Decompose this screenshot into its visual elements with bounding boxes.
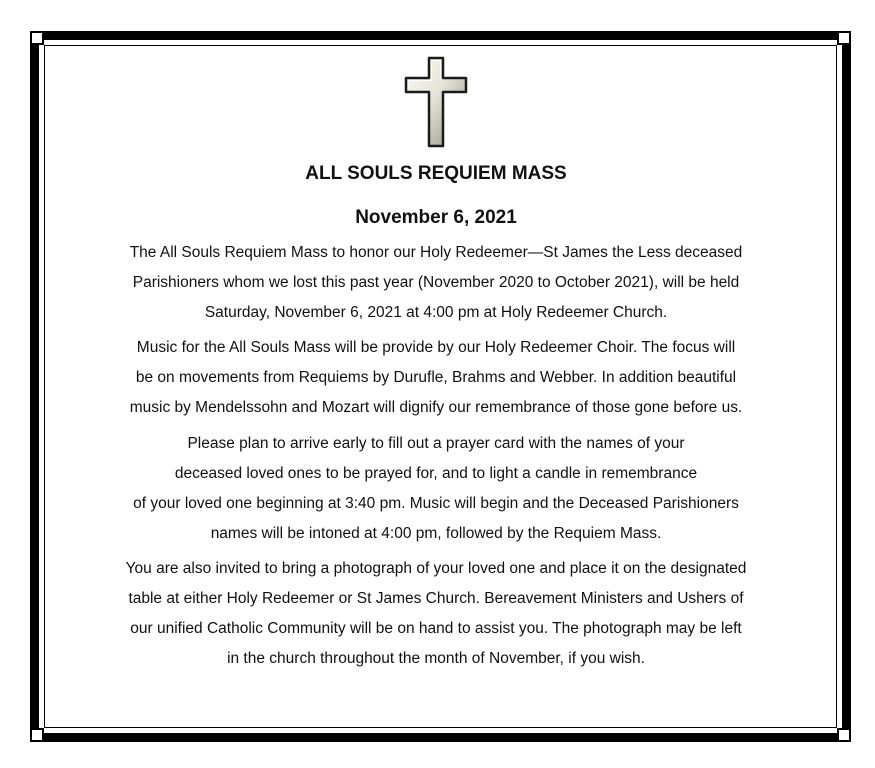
border-corner xyxy=(30,728,44,742)
paragraph-photograph: You are also invited to bring a photograph of your loved one and place it on the designated table at either Holy Redeemer or St James Church. Bereavement Ministers and Ushers of our unified Catholic Community will be on hand to assist you. The photograph may be left in the church throughout the month of November, if you wish. xyxy=(125,560,747,667)
event-date: November 6, 2021 xyxy=(355,207,517,228)
paragraph-music: Music for the All Souls Mass will be provide by our Holy Redeemer Choir. The focus will be on movements from Requiems by Durufle, Brahms and Webber. In addition beautiful music by Mendelssohn and Mozart will dignify our remembrance of those gone before us. xyxy=(129,339,743,416)
border-corner xyxy=(837,31,851,45)
border-right xyxy=(842,43,851,730)
paragraph-event-details: The All Souls Requiem Mass to honor our Holy Redeemer—St James the Less deceased Parishioners whom we lost this past year (November 2020 to October 2021), will be held Saturday, November 6, 2021 at 4:00 pm at Holy Redeemer Church. xyxy=(129,244,743,321)
paragraph-arrival: Please plan to arrive early to fill out a prayer card with the names of your deceased loved ones to be prayed for, and to light a candle in remembrance of your loved one beginning at 3:40 pm. Music will begin and the Deceased Parishioners names will be intoned at 4:00 pm, followed by the Requiem Mass. xyxy=(133,435,739,542)
border-bottom xyxy=(42,733,839,742)
cross-icon xyxy=(403,56,469,148)
border-corner xyxy=(30,31,44,45)
border-top xyxy=(42,31,839,40)
border-corner xyxy=(837,728,851,742)
border-left xyxy=(30,43,39,730)
announcement xyxy=(56,158,816,674)
page-title: ALL SOULS REQUIEM MASS xyxy=(305,163,567,184)
